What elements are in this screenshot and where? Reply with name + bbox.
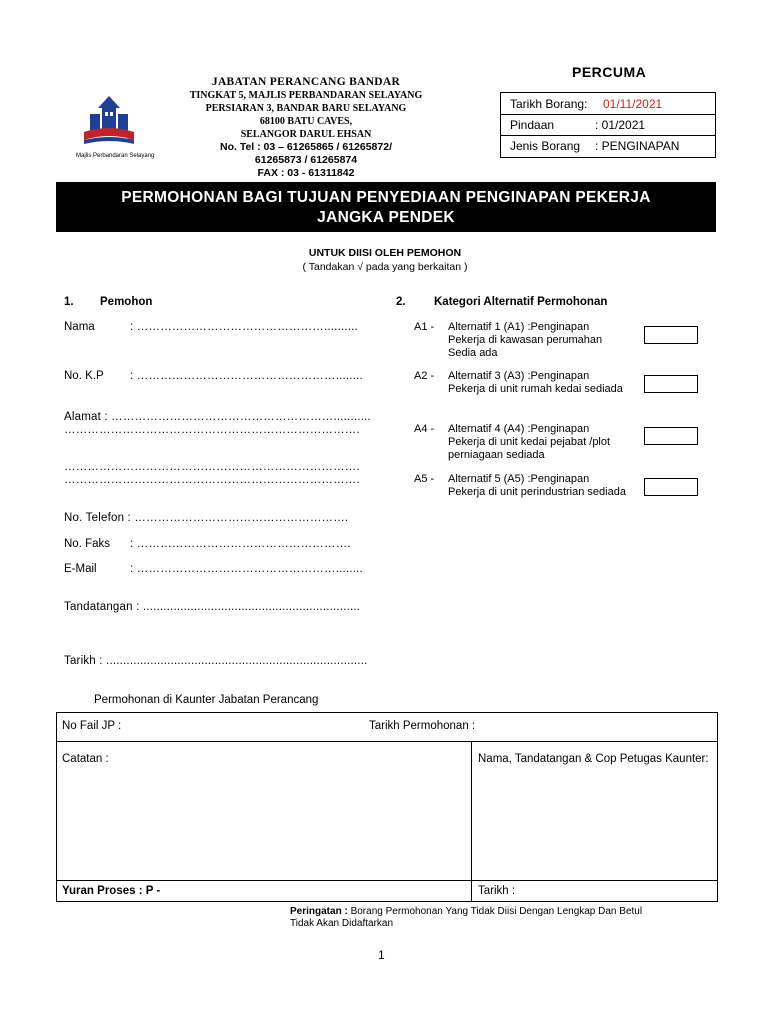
agency-block xyxy=(150,76,462,180)
alamat-field-3[interactable]: …………………………………………………………………. xyxy=(64,461,360,473)
checkbox-a1[interactable] xyxy=(644,326,698,344)
info-row-jenis xyxy=(501,135,715,156)
checkbox-a5[interactable] xyxy=(644,478,698,496)
tel-line-2: 61265873 / 61265874 xyxy=(254,154,358,166)
nokp-field[interactable]: : ……………………………………………........ xyxy=(130,370,363,382)
option-line: Sedia ada xyxy=(448,347,498,359)
pindaan-label: Pindaan xyxy=(510,118,555,132)
option-text xyxy=(448,423,648,462)
logo-caption: Majlis Perbandaran Selayang xyxy=(76,153,155,159)
info-row-pindaan xyxy=(501,114,715,136)
form-title-line-1: PERMOHONAN BAGI TUJUAN PENYEDIAAN PENGINAPAN PEKERJA xyxy=(121,189,651,206)
option-text xyxy=(448,321,648,360)
form-info-box xyxy=(500,92,716,158)
email-field[interactable]: : ……………………………………………........ xyxy=(130,563,363,575)
option-line: Alternatif 5 (A5) :Penginapan xyxy=(448,473,590,485)
tarikh-permohonan-field[interactable]: Tarikh Permohonan : xyxy=(369,720,476,732)
faks-label: No. Faks xyxy=(64,538,111,550)
form-title xyxy=(56,182,716,232)
telefon-field[interactable]: No. Telefon : ………………………………………………. xyxy=(64,512,349,524)
form-title-line-2: JANGKA PENDEK xyxy=(317,209,455,226)
option-line: perniagaan sediada xyxy=(448,449,545,461)
table-divider xyxy=(57,880,717,881)
option-code: A5 - xyxy=(414,473,435,485)
option-line: Pekerja di kawasan perumahan xyxy=(448,334,603,346)
yuran-field[interactable]: Yuran Proses : P - xyxy=(62,885,161,897)
percuma-label: PERCUMA xyxy=(572,64,647,80)
instruction-heading: UNTUK DIISI OLEH PEMOHON xyxy=(308,247,462,259)
option-line: Pekerja di unit rumah kedai sediada xyxy=(448,383,623,395)
jenis-borang-label: Jenis Borang xyxy=(510,139,581,153)
warning-text-1: Borang Permohonan Yang Tidak Diisi Dengan Lengkap Dan Betul xyxy=(350,906,643,917)
fax-line: FAX : 03 - 61311842 xyxy=(257,167,355,179)
table-divider xyxy=(471,741,472,901)
option-line: Pekerja di unit kedai pejabat /plot xyxy=(448,436,611,448)
option-text xyxy=(448,370,648,396)
option-line: Pekerja di unit perindustrian sediada xyxy=(448,486,626,498)
option-line: Alternatif 4 (A4) :Penginapan xyxy=(448,423,590,435)
counter-tarikh-field[interactable]: Tarikh : xyxy=(478,885,516,897)
catatan-field[interactable]: Catatan : xyxy=(62,753,109,765)
counter-table xyxy=(56,712,718,902)
option-line: Alternatif 3 (A3) :Penginapan xyxy=(448,370,590,382)
warning-note xyxy=(290,906,642,930)
option-code: A4 - xyxy=(414,423,435,435)
nokp-label: No. K.P xyxy=(64,370,104,382)
council-logo xyxy=(76,94,155,160)
address-line-2: PERSIARAN 3, BANDAR BARU SELAYANG xyxy=(205,103,407,114)
tarikh-borang-value: 01/11/2021 xyxy=(603,97,663,111)
table-divider xyxy=(57,741,717,742)
nama-field[interactable]: : ………………………………………….......... xyxy=(130,321,358,333)
page-number: 1 xyxy=(378,948,385,962)
warning-label: Peringatan : xyxy=(290,906,348,917)
checkbox-a2[interactable] xyxy=(644,375,698,393)
faks-field[interactable]: : ………………………………………………. xyxy=(130,538,351,550)
instruction-note: ( Tandakan √ pada yang berkaitan ) xyxy=(302,261,468,273)
address-line-1: TINGKAT 5, MAJLIS PERBANDARAN SELAYANG xyxy=(189,90,423,101)
no-fail-field[interactable]: No Fail JP : xyxy=(62,720,122,732)
tarikh-field[interactable]: Tarikh : ............................................................................. xyxy=(64,655,368,667)
jenis-borang-value: : PENGINAPAN xyxy=(595,139,680,153)
petugas-field[interactable]: Nama, Tandatangan & Cop Petugas Kaunter: xyxy=(478,753,709,765)
alamat-field-1[interactable]: Alamat : …………………………………………………........... xyxy=(64,411,371,423)
address-line-3: 68100 BATU CAVES, xyxy=(259,116,353,127)
section1-number: 1. xyxy=(64,296,74,308)
tarikh-borang-label: Tarikh Borang: xyxy=(510,97,588,111)
option-line: Alternatif 1 (A1) :Penginapan xyxy=(448,321,590,333)
address-line-4: SELANGOR DARUL EHSAN xyxy=(240,129,372,140)
agency-name: JABATAN PERANCANG BANDAR xyxy=(211,76,401,88)
section1-heading: Pemohon xyxy=(100,296,153,308)
nama-label: Nama xyxy=(64,321,95,333)
pindaan-value: : 01/2021 xyxy=(595,118,646,132)
option-text xyxy=(448,473,648,499)
checkbox-a4[interactable] xyxy=(644,427,698,445)
option-code: A1 - xyxy=(414,321,435,333)
section2-heading: Kategori Alternatif Permohonan xyxy=(434,296,608,308)
tandatangan-field[interactable]: Tandatangan : ................................................................ xyxy=(64,601,361,613)
info-row-tarikh xyxy=(501,93,715,115)
tel-line-1: No. Tel : 03 – 61265865 / 61265872/ xyxy=(219,141,392,153)
alamat-field-2[interactable]: …………………………………………………………………. xyxy=(64,424,360,436)
warning-text-2: Tidak Akan Didaftarkan xyxy=(290,918,394,929)
option-code: A2 - xyxy=(414,370,435,382)
alamat-field-4[interactable]: …………………………………………………………………. xyxy=(64,474,360,486)
counter-heading: Permohonan di Kaunter Jabatan Perancang xyxy=(94,694,319,706)
email-label: E-Mail xyxy=(64,563,97,575)
section2-number: 2. xyxy=(396,296,406,308)
